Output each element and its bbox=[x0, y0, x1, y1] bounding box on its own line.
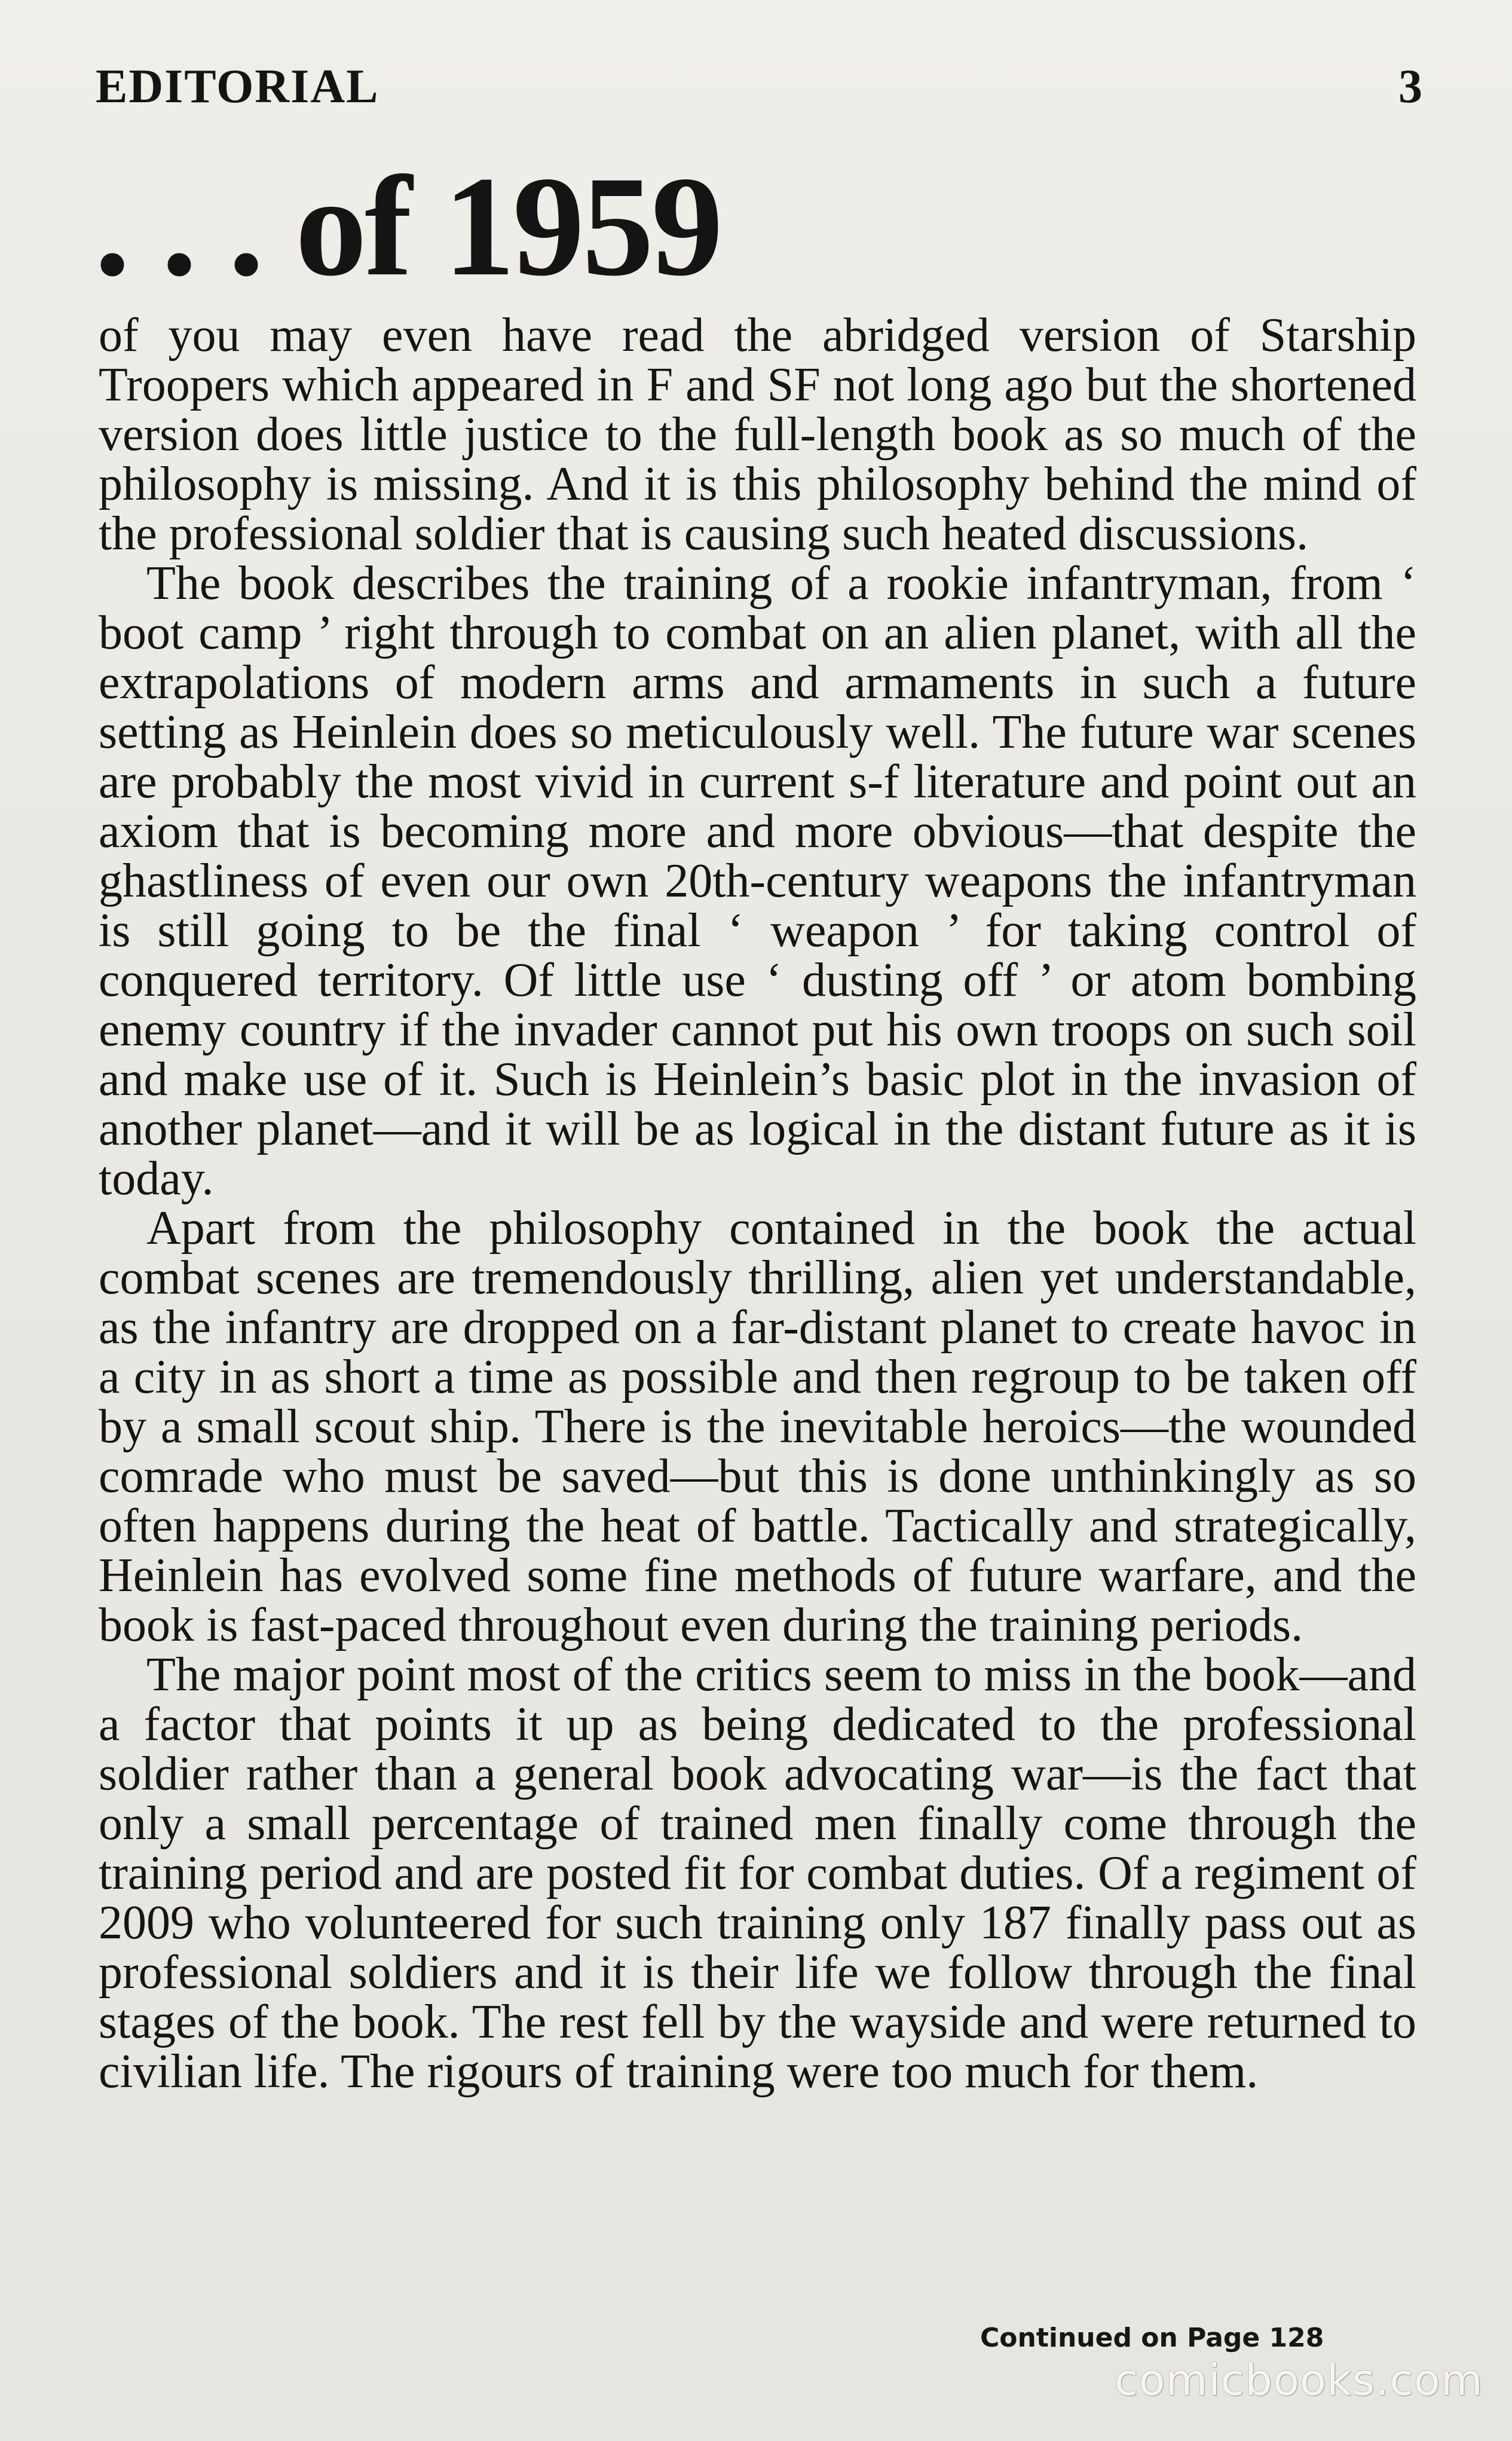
article-body bbox=[99, 311, 1416, 2280]
article-paragraph: Apart from the philosophy contained in the book the actual combat scenes are tremendously thrilling, alien yet understandable, as the infantry are dropped on a far-distant planet to create havoc in a city in as short a time as possible and then regroup to be taken off by a small scout ship. There is the inevitable heroics—the wounded comrade who must be saved—but this is done unthinkingly as so often happens during the heat of battle. Tactically and strategically, Heinlein has evolved some fine methods of future warfare, and the book is fast-paced throughout even during the training periods. bbox=[99, 1202, 1416, 1651]
article-paragraph: of you may even have read the abridged version of Starship Troopers which appeared in F and SF not long ago but the shortened version does little justice to the full-length book as so much of the philosophy is missing. And it is this philosophy behind the mind of the professional soldier that is causing such heated discussions. bbox=[99, 309, 1416, 560]
article-paragraph: The major point most of the critics seem to miss in the book—and a factor that points it up as being dedicated to the professional soldier rather than a general book advocating war—is the fact that only a small percentage of trained men finally come through the training period and are posted fit for combat duties. Of a regiment of 2009 who volunteered for such training only 187 finally pass out as professional soldiers and it is their life we follow through the final stages of the book. The rest fell by the wayside and were returned to civilian life. The rigours of training were too much for them. bbox=[99, 1648, 1416, 2098]
watermark: comicbooks.com bbox=[1115, 2355, 1484, 2405]
headline: . . . of 1959 bbox=[94, 146, 721, 305]
section-label: EDITORIAL bbox=[96, 60, 379, 113]
article-paragraph: The book describes the training of a rookie infantryman, from ‘ boot camp ’ right through to combat on an alien planet, with all the extrapolations of modern arms and armaments in such a future setting as Heinlein does so meticulously well. The future war scenes are probably the most vivid in current s-f literature and point out an axiom that is becoming more and more obvious—that despite the ghastliness of even our own 20th-century weapons the infantryman is still going to be the final ‘ weapon ’ for taking control of conquered territory. Of little use ‘ dusting off ’ or atom bombing enemy country if the invader cannot put his own troops on such soil and make use of it. Such is Heinlein’s basic plot in the invasion of another planet—and it will be as logical in the distant future as it is today. bbox=[99, 557, 1416, 1205]
page-header bbox=[96, 60, 1422, 126]
page-number: 3 bbox=[1398, 60, 1422, 113]
continued-note: Continued on Page 128 bbox=[980, 2323, 1324, 2353]
